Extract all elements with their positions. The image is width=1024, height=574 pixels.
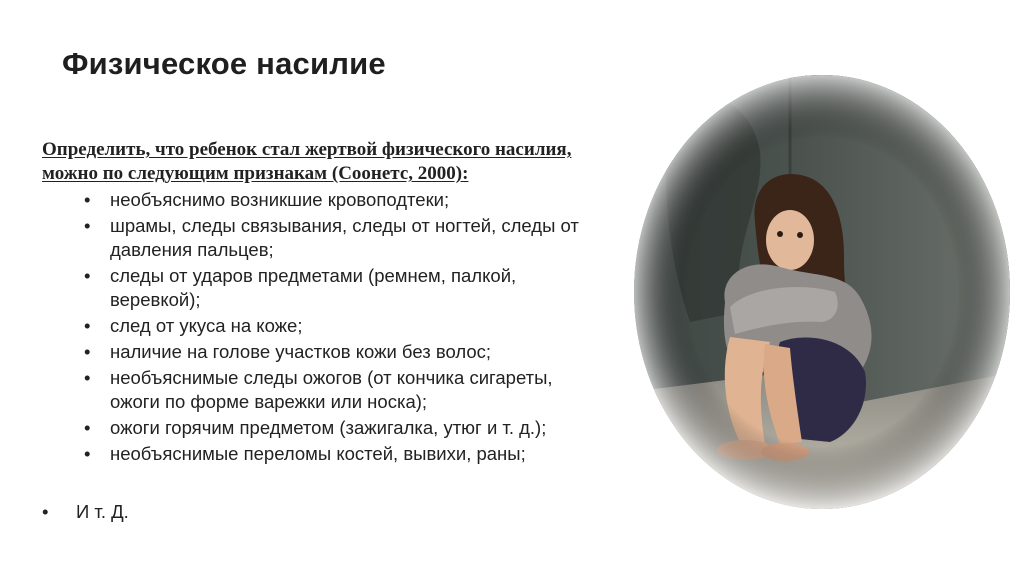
extra-item-text: И т. Д. bbox=[76, 501, 129, 522]
signs-list bbox=[84, 188, 604, 468]
bullet-icon: • bbox=[84, 417, 91, 438]
list-item-text: следы от ударов предметами (ремнем, палкой, веревкой); bbox=[110, 265, 517, 310]
extra-item bbox=[42, 500, 129, 524]
list-item bbox=[84, 366, 604, 414]
list-item-text: необъяснимо возникшие кровоподтеки; bbox=[110, 189, 450, 210]
bullet-icon: • bbox=[42, 501, 49, 522]
list-item bbox=[84, 340, 604, 364]
list-item-text: ожоги горячим предметом (зажигалка, утюг и т. д.); bbox=[110, 417, 547, 438]
bullet-icon: • bbox=[84, 315, 91, 336]
list-item bbox=[84, 314, 604, 338]
bullet-icon: • bbox=[84, 265, 91, 286]
list-item-text: необъяснимые переломы костей, вывихи, раны; bbox=[110, 443, 526, 464]
intro-text: Определить, что ребенок стал жертвой физического насилия, можно по следующим признакам (Соонетс, 2000): bbox=[42, 139, 572, 184]
list-item bbox=[84, 214, 604, 262]
bullet-icon: • bbox=[84, 367, 91, 388]
list-item-text: шрамы, следы связывания, следы от ногтей, следы от давления пальцев; bbox=[110, 215, 579, 260]
list-item bbox=[84, 264, 604, 312]
bullet-icon: • bbox=[84, 443, 91, 464]
bullet-icon: • bbox=[84, 189, 91, 210]
list-item bbox=[84, 416, 604, 440]
illustration-girl-in-corner bbox=[630, 72, 1015, 512]
list-item-text: след от укуса на коже; bbox=[110, 315, 303, 336]
bullet-icon: • bbox=[84, 215, 91, 236]
list-item-text: наличие на голове участков кожи без волос; bbox=[110, 341, 492, 362]
slide-title: Физическое насилие bbox=[62, 46, 386, 81]
list-item bbox=[84, 188, 604, 212]
bullet-icon: • bbox=[84, 341, 91, 362]
list-item-text: необъяснимые следы ожогов (от кончика сигареты, ожоги по форме варежки или носка); bbox=[110, 367, 553, 412]
list-item bbox=[84, 442, 604, 466]
